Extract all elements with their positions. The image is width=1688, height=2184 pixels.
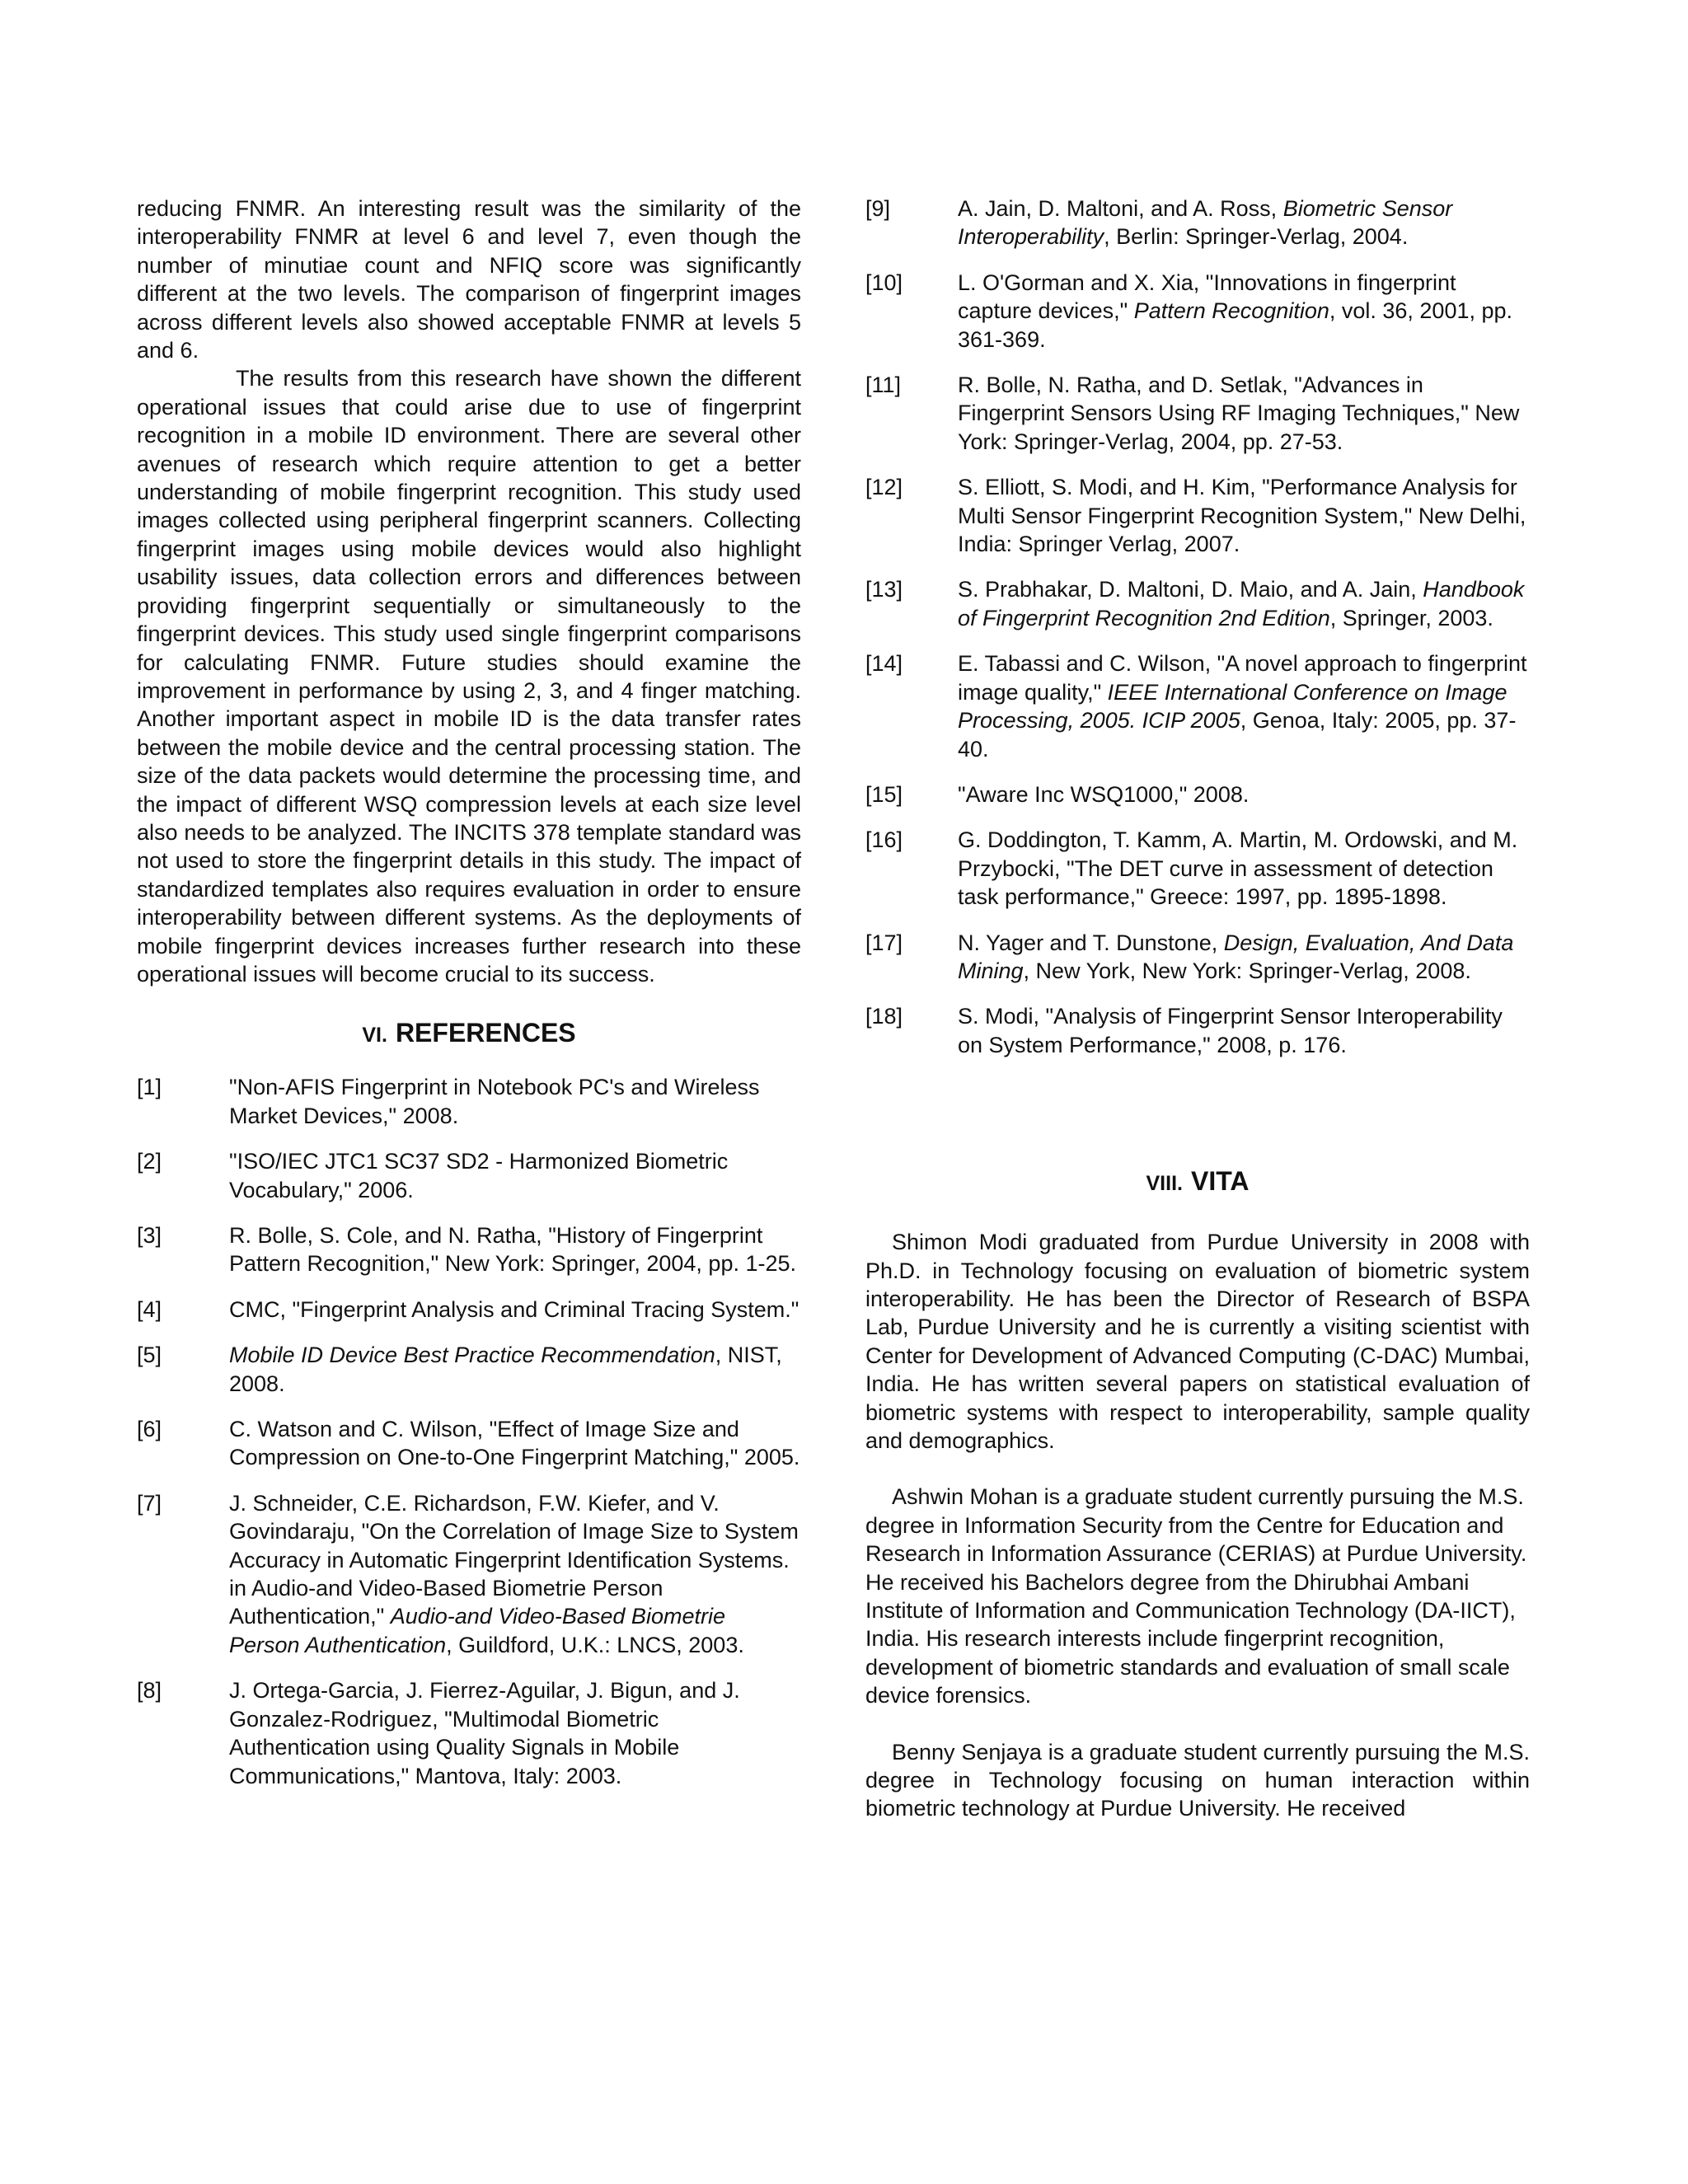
- reference-number: [6]: [137, 1417, 162, 1442]
- reference-text: J. Ortega-Garcia, J. Fierrez-Aguilar, J. Bigun, and J. Gonzalez-Rodriguez, "Multimodal Biometric Authentication using Quality Signals in Mobile Communications," Mantova, Italy: 2003.: [229, 1678, 740, 1788]
- reference-italic-title: Pattern Recognition: [1133, 298, 1329, 324]
- reference-5: [137, 1341, 801, 1398]
- reference-12: [865, 473, 1530, 558]
- vita-bio-shimon-modi: Shimon Modi graduated from Purdue University in 2008 with Ph.D. in Technology focusing on evaluation of biometric system interoperability. He has been the Director of Research of BSPA Lab, Purdue University and he is currently a visiting scientist with Center for Development of Advanced Computing (C-DAC) Mumbai, India. He has written several papers on statistical evaluation of biometric systems with respect to interoperability, sample quality and demographics.: [865, 1230, 1530, 1453]
- reference-text: [958, 575, 1530, 632]
- reference-number: [15]: [865, 781, 903, 807]
- reference-text: S. Modi, "Analysis of Fingerprint Sensor Interoperability on System Performance," 2008, p. 176.: [958, 1004, 1503, 1057]
- reference-number: [18]: [865, 1004, 903, 1029]
- reference-number: [17]: [865, 930, 903, 955]
- references-heading-text: REFERENCES: [395, 1018, 576, 1048]
- vita-bio-ashwin-mohan: Ashwin Mohan is a graduate student currently pursuing the M.S. degree in Information Security from the Centre for Education and Research in Information Assurance (CERIAS) at Purdue University. He received his Bachelors degree from the Dhirubhai Ambani Institute of Information and Communication Technology (DA-IICT), India. His research interests include fingerprint recognition, development of biometric standards and evaluation of small scale device forensics.: [865, 1484, 1527, 1708]
- reference-number: [4]: [137, 1296, 162, 1322]
- vita-heading: [865, 1166, 1530, 1197]
- reference-pre: J. Schneider, C.E. Richardson, F.W. Kiefer, and V. Govindaraju, "On the Correlation of Image Size to System Accuracy in Automatic Fingerprint Identification Systems. in Audio-and Video-Based Biometrie Person Authentication,": [229, 1490, 799, 1629]
- reference-italic-title: IEEE International Conference on Image Processing, 2005. ICIP 2005: [958, 679, 1507, 733]
- reference-post: , New York, New York: Springer-Verlag, 2008.: [1023, 958, 1471, 983]
- reference-post: , Guildford, U.K.: LNCS, 2003.: [446, 1632, 744, 1657]
- references-heading: [137, 1018, 801, 1048]
- reference-text: [958, 929, 1530, 986]
- reference-7: [137, 1489, 801, 1659]
- reference-text: [229, 1341, 801, 1398]
- reference-number: [14]: [865, 651, 903, 677]
- reference-2: [137, 1147, 801, 1204]
- reference-post: , Genoa, Italy: 2005, pp. 37-40.: [958, 708, 1517, 762]
- reference-number: [13]: [865, 577, 903, 602]
- reference-text: R. Bolle, S. Cole, and N. Ratha, "History of Fingerprint Pattern Recognition," New York: Springer, 2004, pp. 1-25.: [229, 1223, 797, 1277]
- reference-number: [16]: [865, 827, 903, 853]
- left-column: [137, 194, 801, 1790]
- references-heading-number: VI.: [362, 1024, 387, 1047]
- reference-14: [865, 649, 1530, 763]
- reference-number: [11]: [865, 373, 902, 398]
- reference-list-right: [865, 194, 1530, 1059]
- reference-number: [5]: [137, 1343, 162, 1368]
- reference-17: [865, 929, 1530, 986]
- reference-text: G. Doddington, T. Kamm, A. Martin, M. Ordowski, and M. Przybocki, "The DET curve in assessment of detection task performance," Greece: 1997, pp. 1895-1898.: [958, 827, 1518, 910]
- reference-pre: S. Prabhakar, D. Maltoni, D. Maio, and A. Jain,: [958, 577, 1423, 602]
- reference-number: [3]: [137, 1223, 162, 1248]
- reference-1: [137, 1073, 801, 1130]
- reference-text: [958, 269, 1530, 354]
- reference-text: C. Watson and C. Wilson, "Effect of Image Size and Compression on One-to-One Fingerprint Matching," 2005.: [229, 1417, 800, 1470]
- reference-9: [865, 194, 1530, 251]
- reference-text: "Non-AFIS Fingerprint in Notebook PC's and Wireless Market Devices," 2008.: [229, 1075, 760, 1128]
- reference-text: "Aware Inc WSQ1000," 2008.: [958, 781, 1250, 807]
- reference-number: [9]: [865, 196, 891, 221]
- reference-number: [12]: [865, 475, 903, 500]
- reference-pre: A. Jain, D. Maltoni, and A. Ross,: [958, 196, 1283, 221]
- reference-8: [137, 1676, 801, 1790]
- reference-number: [1]: [137, 1075, 162, 1100]
- reference-post: , vol. 36, 2001, pp. 361-369.: [958, 298, 1513, 352]
- body-paragraph-1: reducing FNMR. An interesting result was the similarity of the interoperability FNMR at level 6 and level 7, even though the number of minutiae count and NFIQ score was significantly different at the two levels. The comparison of fingerprint images across different levels also showed acceptable FNMR at levels 5 and 6.: [137, 196, 801, 363]
- reference-italic-title: Handbook of Fingerprint Recognition 2nd Edition: [958, 577, 1525, 630]
- reference-3: [137, 1221, 801, 1278]
- reference-6: [137, 1415, 801, 1472]
- right-column: [865, 194, 1530, 1823]
- reference-text: CMC, "Fingerprint Analysis and Criminal Tracing System.": [229, 1296, 799, 1322]
- vita-heading-number: VIII.: [1146, 1172, 1183, 1196]
- reference-post: , Springer, 2003.: [1329, 605, 1493, 630]
- reference-post: , Berlin: Springer-Verlag, 2004.: [1104, 224, 1409, 250]
- reference-text: [958, 194, 1530, 251]
- reference-18: [865, 1002, 1530, 1059]
- reference-text: [958, 649, 1530, 763]
- reference-pre: E. Tabassi and C. Wilson, "A novel approach to fingerprint image quality,": [958, 651, 1527, 705]
- reference-italic-title: Biometric Sensor Interoperability: [958, 196, 1453, 250]
- reference-text: [229, 1489, 801, 1659]
- reference-number: [7]: [137, 1490, 162, 1516]
- vita-heading-text: VITA: [1190, 1166, 1250, 1197]
- reference-number: [2]: [137, 1149, 162, 1174]
- reference-text: R. Bolle, N. Ratha, and D. Setlak, "Advances in Fingerprint Sensors Using RF Imaging Techniques," New York: Springer-Verlag, 2004, pp. 27-53.: [958, 373, 1520, 454]
- reference-number: [8]: [137, 1678, 162, 1704]
- vita-bio-benny-senjaya: Benny Senjaya is a graduate student currently pursuing the M.S. degree in Technology focusing on human interaction within biometric technology at Purdue University. He received: [865, 1739, 1530, 1821]
- reference-post: , NIST, 2008.: [229, 1343, 782, 1396]
- reference-text: "ISO/IEC JTC1 SC37 SD2 - Harmonized Biometric Vocabulary," 2006.: [229, 1149, 729, 1202]
- reference-italic-title: Design, Evaluation, And Data Mining: [958, 930, 1514, 983]
- reference-pre: L. O'Gorman and X. Xia, "Innovations in fingerprint capture devices,": [958, 269, 1456, 324]
- reference-4: [137, 1296, 801, 1324]
- reference-15: [865, 780, 1530, 808]
- reference-text: S. Elliott, S. Modi, and H. Kim, "Performance Analysis for Multi Sensor Fingerprint Recognition System," New Delhi, India: Springer Verlag, 2007.: [958, 475, 1526, 557]
- reference-pre: N. Yager and T. Dunstone,: [958, 930, 1224, 955]
- reference-italic-title: Audio-and Video-Based Biometrie Person Authentication: [229, 1604, 725, 1657]
- reference-11: [865, 371, 1530, 456]
- body-paragraph-2: The results from this research have shown the different operational issues that could arise due to use of fingerprint recognition in a mobile ID environment. There are several other avenues of research which require attention to get a better understanding of mobile fingerprint recognition. This study used images collected using peripheral fingerprint scanners. Collecting fingerprint images using mobile devices would also highlight usability issues, data collection errors and differences between providing fingerprint sequentially or simultaneously to the fingerprint devices. This study used single fingerprint comparisons for calculating FNMR. Future studies should examine the improvement in performance by using 2, 3, and 4 finger matching. Another important aspect in mobile ID is the data transfer rates between the mobile device and the central processing station. The size of the data packets would determine the processing time, and the impact of different WSQ compression levels at each size level also needs to be analyzed. The INCITS 378 template standard was not used to store the fingerprint details in this study. The impact of standardized templates also requires evaluation in order to ensure interoperability between different systems. As the deployments of mobile fingerprint devices increases further research into these operational issues will become crucial to its success.: [137, 366, 801, 987]
- reference-16: [865, 826, 1530, 911]
- reference-list-left: [137, 1073, 801, 1790]
- reference-10: [865, 269, 1530, 354]
- reference-number: [10]: [865, 269, 903, 295]
- reference-13: [865, 575, 1530, 632]
- reference-italic-title: Mobile ID Device Best Practice Recommendation: [229, 1343, 715, 1368]
